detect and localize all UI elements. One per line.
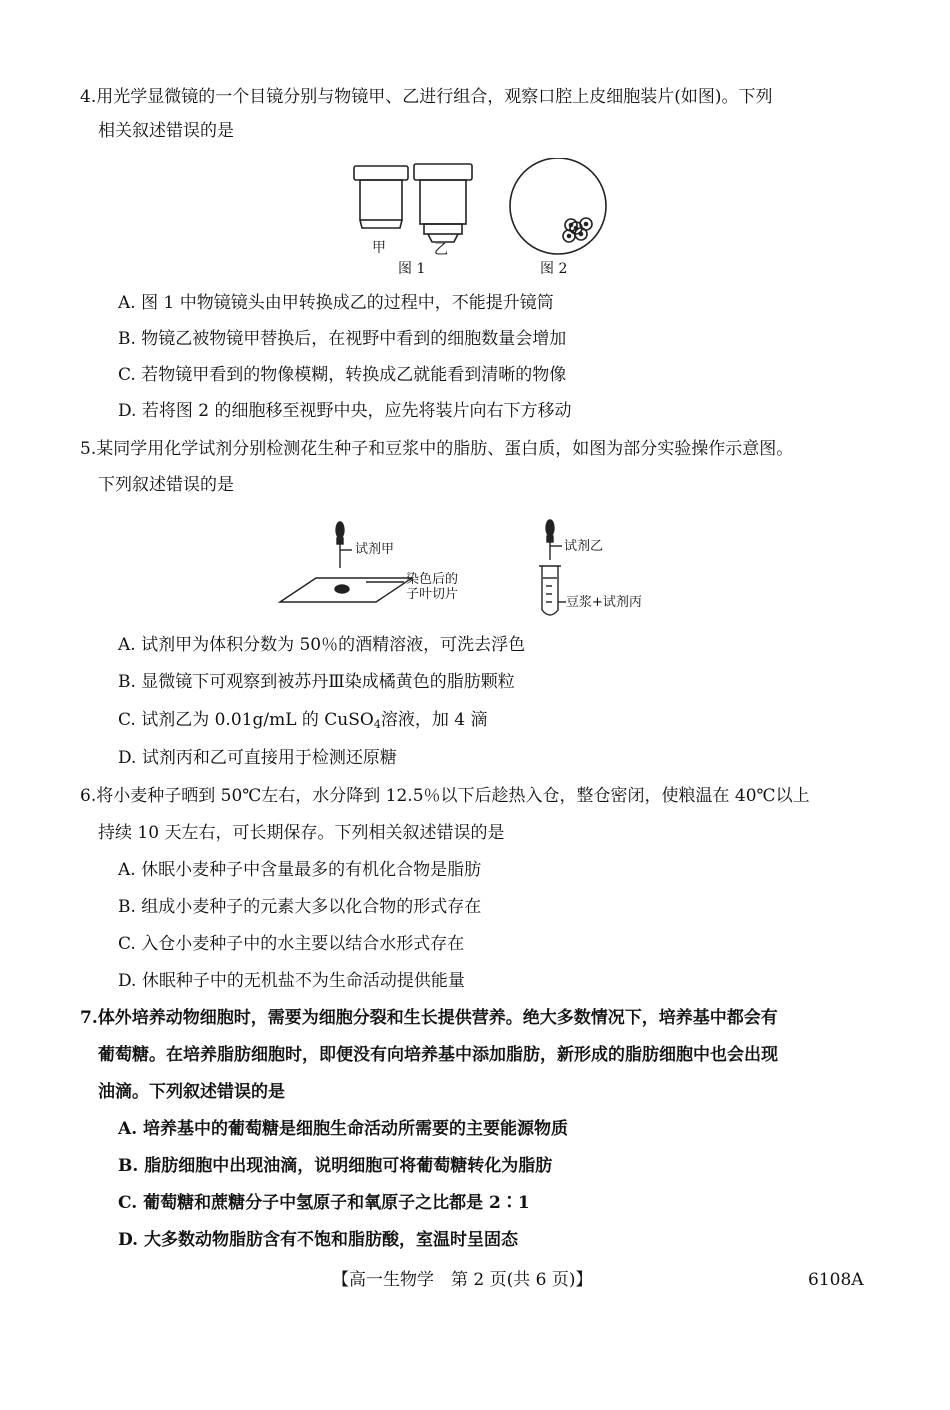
q4-figure	[340, 158, 620, 276]
q7-option-b: B. 脂肪细胞中出现油滴，说明细胞可将葡萄糖转化为脂肪	[118, 1156, 553, 1176]
field-of-view	[510, 158, 606, 254]
glass-slide	[280, 578, 412, 602]
q5-option-c-part2: 溶液，加 4 滴	[380, 710, 488, 730]
q5-option-b: B. 显微镜下可观察到被苏丹Ⅲ染成橘黄色的脂肪颗粒	[118, 672, 515, 692]
q4-option-c: C. 若物镜甲看到的物像模糊，转换成乙就能看到清晰的物像	[118, 365, 567, 385]
dropper-a	[336, 522, 352, 568]
fig2-caption: 图 2	[540, 261, 568, 277]
q4-stem-line1: 4.用光学显微镜的一个目镜分别与物镜甲、乙进行组合，观察口腔上皮细胞装片(如图)。下列	[80, 87, 773, 107]
q5-option-c-subscript: 4	[373, 718, 381, 731]
q7-option-c: C. 葡萄糖和蔗糖分子中氢原子和氧原子之比都是 2∶1	[118, 1193, 530, 1213]
q5-stem-line1: 5.某同学用化学试剂分别检测花生种子和豆浆中的脂肪、蛋白质，如图为部分实验操作示意图。	[80, 439, 794, 459]
q4-stem-line2: 相关叙述错误的是	[98, 121, 234, 141]
objective-lens-jia	[354, 166, 408, 228]
objective-lens-yi	[414, 164, 472, 242]
q5-stem-line2: 下列叙述错误的是	[98, 475, 234, 495]
q6-option-d: D. 休眠种子中的无机盐不为生命活动提供能量	[118, 971, 465, 991]
test-tube	[539, 566, 566, 615]
page-footer-info: 【高一生物学 第 2 页(共 6 页)】	[332, 1270, 593, 1290]
q4-option-b: B. 物镜乙被物镜甲替换后，在视野中看到的细胞数量会增加	[118, 329, 567, 349]
q6-stem-line1: 6.将小麦种子晒到 50℃左右，水分降到 12.5％以下后趁热入仓，整仓密闭，使粮温在 40℃以上	[80, 786, 810, 806]
q4-option-a: A. 图 1 中物镜镜头由甲转换成乙的过程中，不能提升镜筒	[118, 293, 554, 313]
q6-option-a: A. 休眠小麦种子中含量最多的有机化合物是脂肪	[118, 860, 482, 880]
q5-figure	[276, 516, 596, 620]
q7-stem-line1: 7.体外培养动物细胞时，需要为细胞分裂和生长提供营养。绝大多数情况下，培养基中都会有	[80, 1008, 778, 1028]
q6-option-b: B. 组成小麦种子的元素大多以化合物的形式存在	[118, 897, 482, 917]
label-soymilk-tube: 豆浆+试剂丙	[566, 595, 642, 610]
q7-option-d: D. 大多数动物脂肪含有不饱和脂肪酸，室温时呈固态	[118, 1230, 518, 1250]
q7-option-a: A. 培养基中的葡萄糖是细胞生命活动所需要的主要能源物质	[118, 1119, 569, 1139]
dropper-b	[546, 520, 562, 560]
q7-stem-line2: 葡萄糖。在培养脂肪细胞时，即便没有向培养基中添加脂肪，新形成的脂肪细胞中也会出现	[98, 1045, 778, 1065]
label-stained-slice-2: 子叶切片	[406, 587, 459, 602]
label-reagent-yi: 试剂乙	[564, 539, 604, 554]
q5-option-c	[118, 708, 487, 737]
q6-option-c: C. 入仓小麦种子中的水主要以结合水形式存在	[118, 934, 465, 954]
label-reagent-jia: 试剂甲	[355, 542, 395, 557]
q5-option-a: A. 试剂甲为体积分数为 50％的酒精溶液，可洗去浮色	[118, 635, 526, 655]
fig1-label-jia: 甲	[372, 240, 386, 256]
q5-option-d: D. 试剂丙和乙可直接用于检测还原糖	[118, 748, 397, 768]
fig1-caption: 图 1	[398, 261, 426, 277]
q6-stem-line2: 持续 10 天左右，可长期保存。下列相关叙述错误的是	[98, 823, 505, 843]
q7-stem-line3: 油滴。下列叙述错误的是	[98, 1082, 285, 1102]
page-footer-code: 6108A	[808, 1270, 864, 1290]
label-stained-slice-1: 染色后的	[406, 572, 459, 587]
q5-option-c-part1: C. 试剂乙为 0.01g/mL 的 CuSO	[118, 710, 374, 730]
fig1-label-yi: 乙	[434, 242, 448, 258]
q4-option-d: D. 若将图 2 的细胞移至视野中央，应先将装片向右下方移动	[118, 401, 572, 421]
